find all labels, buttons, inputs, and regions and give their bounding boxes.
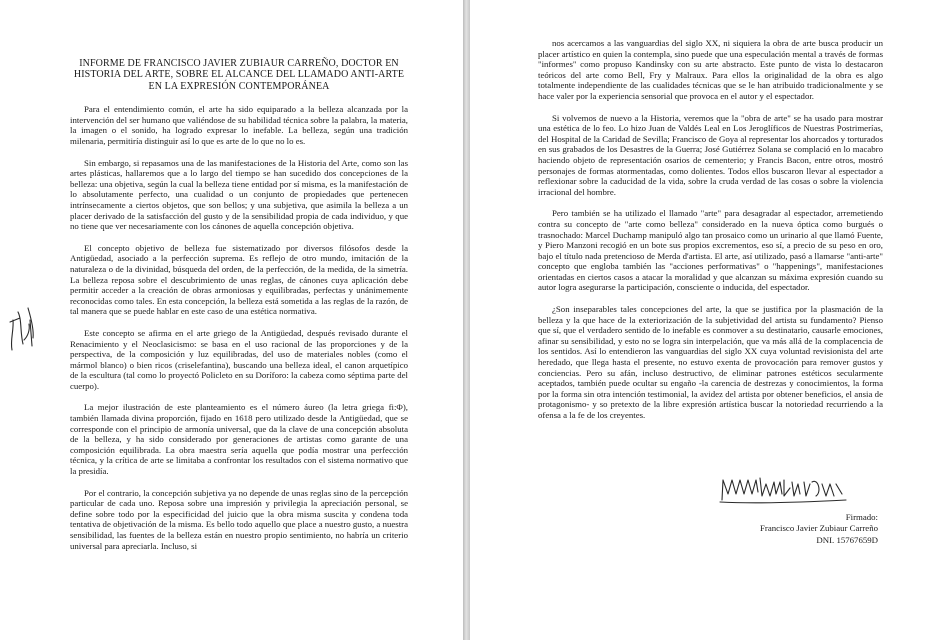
handwritten-signature-icon: [718, 474, 848, 504]
document-title: INFORME DE FRANCISCO JAVIER ZUBIAUR CARREÑO, DOCTOR EN HISTORIA DEL ARTE, SOBRE EL ALCANCE DEL LLAMADO ANTI-ARTE EN LA EXPRESIÓN CONTEMPORÁNEA: [73, 58, 405, 92]
paragraph: Si volvemos de nuevo a la Historia, veremos que la "obra de arte" se ha usado para mostrar una estética de lo feo. Lo hizo Juan de Valdés Leal en Los Jeroglíficos de Nuestras Postrimerías, del Hospital de la Caridad de Sevilla; Francisco de Goya al representar los ahorcados y torturados en sus grabados de los Desastres de la Guerra; José Gutiérrez Solana se complació en lo macabro haciendo objeto de representación osarios de cementerio; y Francis Bacon, entre otros, mostró personajes de formas atormentadas, como dolientes. Todos ellos buscaron llevar al espectador a reflexionar sobre la caducidad de la vida, sobre la cruda verdad de las cosas o sobre la violencia irracional del hombre.: [538, 112, 883, 197]
handwritten-initials-icon: [4, 300, 38, 354]
paragraph: Pero también se ha utilizado el llamado "arte" para desagradar al espectador, arremetiendo contra su concepto de "arte como belleza" considerado en la nueva óptica como burgués o trasnochado: Marcel Duchamp manipuló algo tan prosaico como un urinario al que llamó Fuente, y Piero Manzoni recogió en un bote sus propios excrementos, eso sí, a precio de su peso en oro, bajo el título nada pretencioso de Merda d'artista. El arte, así utilizado, pasó a llamarse "anti-arte" concepto que engloba también las "acciones performativas" o "happenings", manifestaciones orientadas en ciertos casos a atacar la moralidad y que alcanzan su máxima expresión cuando su autor logra asegurarse la participación, consciente o inducida, del espectador.: [538, 208, 883, 293]
paragraph: Para el entendimiento común, el arte ha sido equiparado a la belleza alcanzada por la intervención del ser humano que valiéndose de su habilidad técnica sobre la palabra, la materia, la imagen o el sonido, ha logrado expresar lo inefable. La belleza, según una tradición milenaria, permitiría distinguir así lo que es arte de lo que no lo es.: [70, 104, 408, 146]
signature-block: [760, 512, 878, 546]
paragraph: El concepto objetivo de belleza fue sistematizado por diversos filósofos desde la Antigüedad, asociado a la perfección suprema. Es reflejo de otro mundo, imitación de la naturaleza o de la divinidad, búsqueda del orden, de la perfección, de la medida, de la simetría. La belleza reposa sobre el descubrimiento de unas reglas, de cánones cuya aplicación debe permitir acceder a la creación de obras armoniosas y equilibradas, perfectas y unánimemente reconocidas como tales. En esta concepción, la belleza está sometida a las reglas de la razón, de tal manera que se puede hablar en este caso de una estética normativa.: [70, 242, 408, 317]
paragraph: nos acercamos a las vanguardias del siglo XX, ni siquiera la obra de arte busca producir un placer artístico en quien la contempla, sino puede que una especulación mental a través de formas "informes" como propuso Kandinsky con su arte abstracto. Este punto de vista lo destacaron teóricos del arte como Bell, Fry y Malraux. Para ellos la originalidad de la obra es algo totalmente independiente de las cualidades técnicas que se le han atribuido tradicionalmente y se hace valer por la experiencia sensorial que provoca en el autor y el espectador.: [538, 38, 883, 101]
paragraph: Este concepto se afirma en el arte griego de la Antigüedad, después revisado durante el Renacimiento y el Neoclasicismo: se basa en el uso racional de las proporciones y de la perspectiva, de la composición y luz equilibradas, del uso de materiales nobles (como el mármol blanco) o bien ricos (criselefantina), buscando una belleza ideal, el canon arquetípico de la escultura (tal como lo proyectó Policleto en su Doríforo: la cabeza como séptima parte del cuerpo).: [70, 327, 408, 391]
signed-label: Firmado:: [845, 512, 878, 522]
signer-name: Francisco Javier Zubiaur Carreño: [760, 523, 878, 534]
paragraph: Sin embargo, si repasamos una de las manifestaciones de la Historia del Arte, como son las artes plásticas, hallaremos que a lo largo del tiempo se han sucedido dos concepciones de la belleza: una objetiva, según la cual la belleza tiene entidad por sí misma, es la manifestación de lo absolutamente perfecto, una cualidad o un conjunto de propiedades que pertenecen intrínsecamente a ciertos objetos, que son bellos; y una subjetiva, que asimila la belleza a un placer derivado de la satisfacción del gusto y de la sensibilidad propia de cada individuo, y que no tiene que ver necesariamente con los cánones de aquella concepción objetiva.: [70, 157, 408, 232]
page-divider: [463, 0, 470, 640]
left-page: [0, 0, 463, 640]
paragraph: La mejor ilustración de este planteamiento es el número áureo (la letra griega fi:Φ), también llamada divina proporción, fijado en 1618 pero utilizado desde la Antigüedad, que se corresponde con el principio de armonía universal, que da la clave de una concepción absoluta de la belleza, y ha sido considerado por generaciones de artistas como garante de una composición equilibrada. La obra maestra sería aquella que podía mostrar una perfección técnica, y la crítica de arte se limitaba a confrontar los resultados con el sistema normativo que la presidía.: [70, 402, 408, 477]
signer-id: DNI. 15767659D: [816, 534, 878, 545]
right-page: [470, 0, 936, 640]
paragraph: ¿Son inseparables tales concepciones del arte, la que se justifica por la plasmación de la belleza y la que hace de la exteriorización de la subjetividad del artista su fundamento? Pienso que sí, que el verdadero sentido de lo inefable es conmover a su destinatario, causarle emociones, afinar su sensibilidad, y esto no se logra sin interpelación, que va más allá de la complacencia de los sentidos. Así lo entendieron las vanguardias del siglo XX cuya voluntad revisionista del arte heredado, que llega hasta el presente, no estuvo exenta de provocación para remover gustos y conciencias. Pero su afán, incluso destructivo, de eliminar patrones estéticos secularmente aceptados, también puede ocultar su engaño -la carencia de destrezas y conocimientos, la forma por la forma sin otra intención testimonial, la avidez del artista por obtener beneficios, el ansia de protagonismo- y so pretexto de la libre expresión artística buscar la notoriedad recurriendo a la ofensa a la fe de los creyentes.: [538, 304, 883, 420]
paragraph: Por el contrario, la concepción subjetiva ya no depende de unas reglas sino de la percepción particular de cada uno. Reposa sobre una impresión y privilegia la apreciación personal, se define sobre todo por la especificidad del juicio que la obra misma suscita y condena toda tentativa de objetivación de la misma. Es bello todo aquello que place a nuestro gusto, a nuestra sensibilidad, las fuentes de la belleza están en nuestro propio sentimiento, no habría un criterio universal para apreciarla. Incluso, si: [70, 487, 408, 551]
